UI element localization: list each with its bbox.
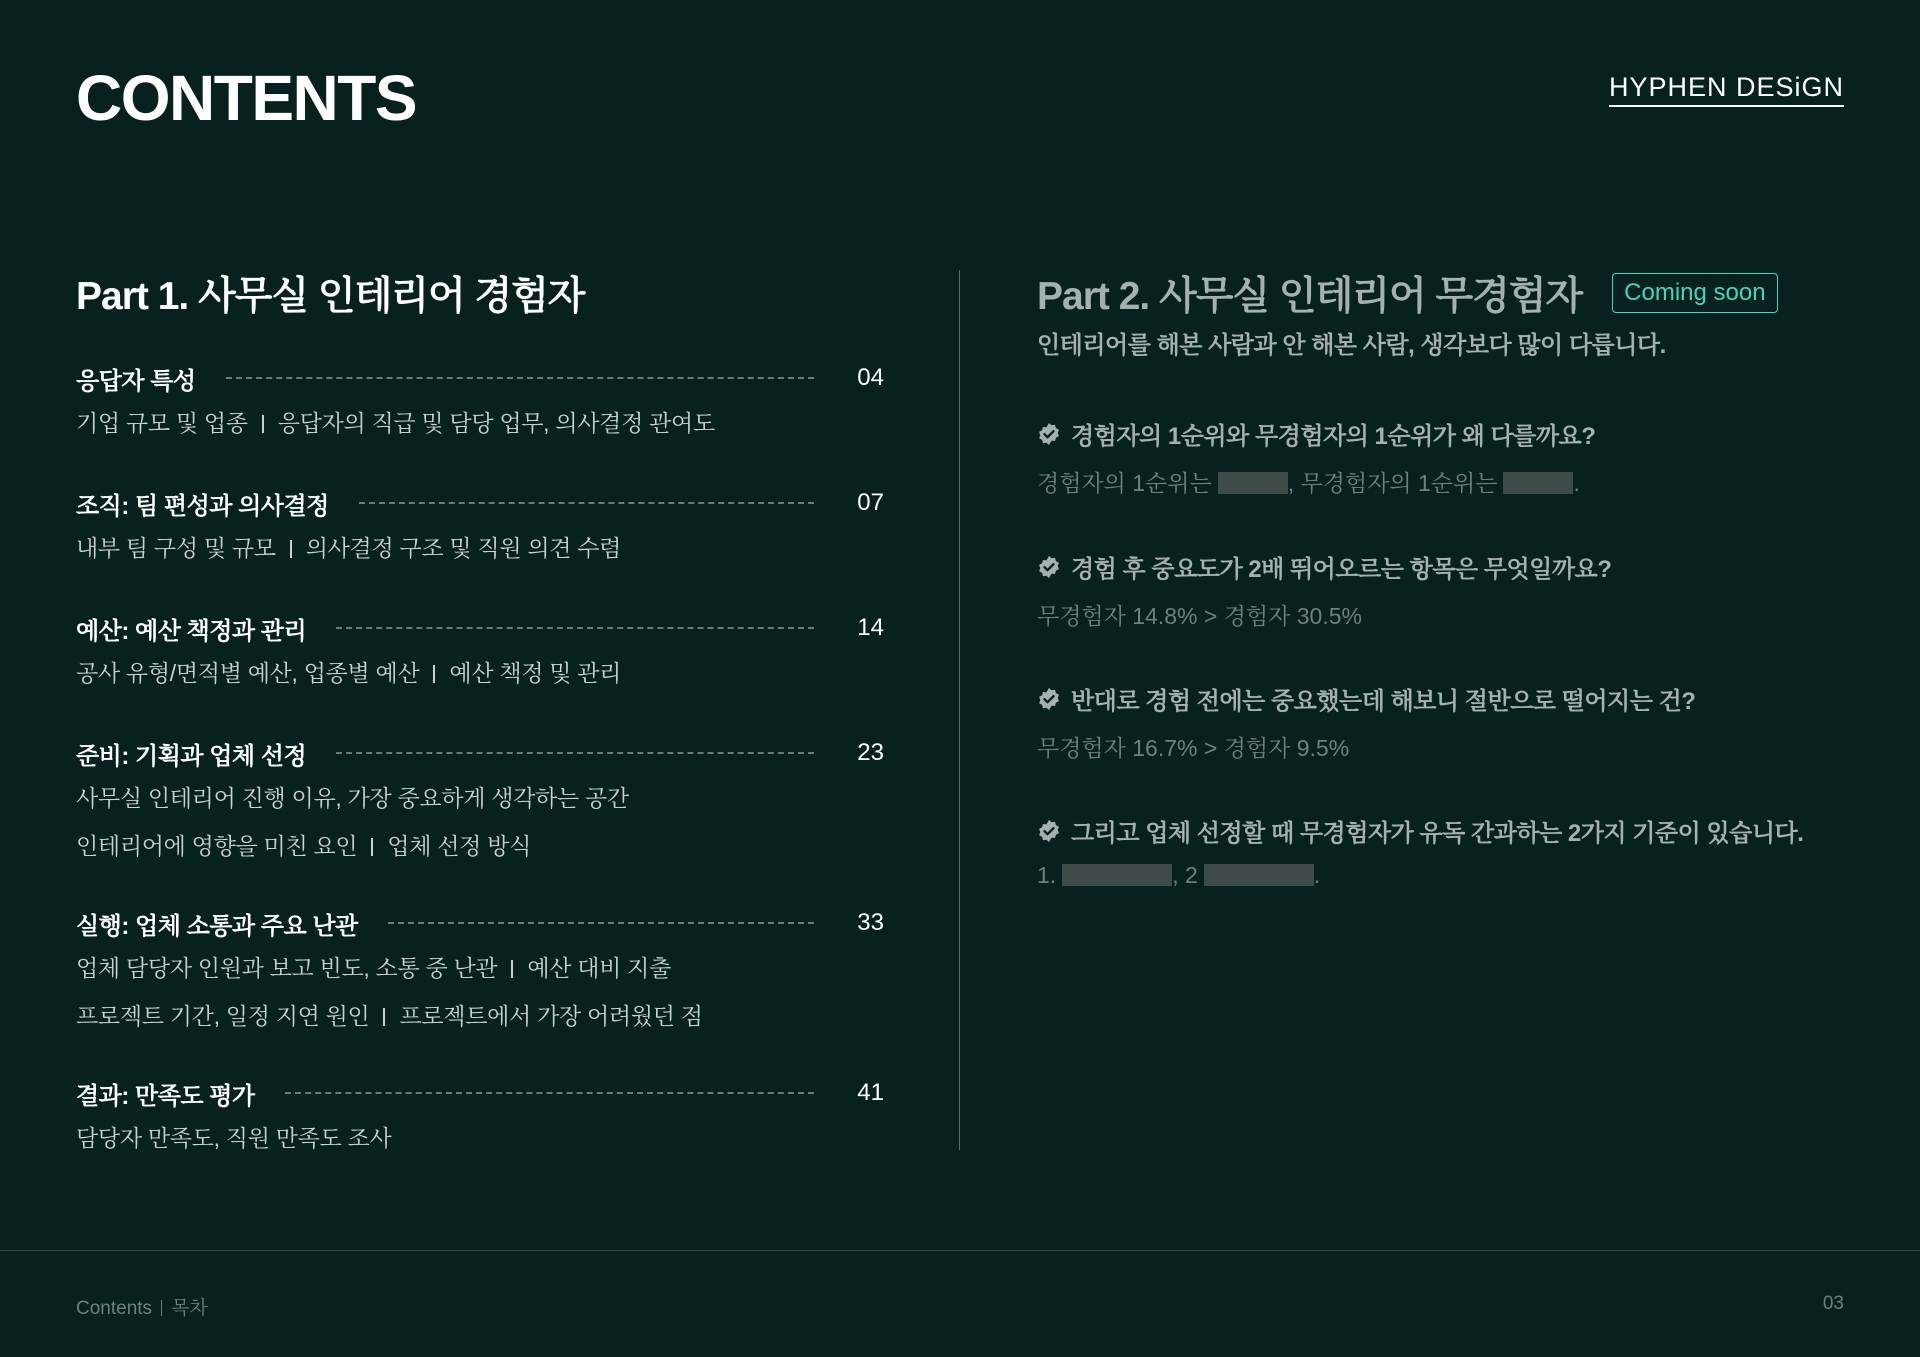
toc-page-number: 41 — [857, 1079, 884, 1106]
question-item — [1037, 813, 1803, 889]
toc-subtopics — [76, 651, 884, 696]
question-text: 경험자의 1순위와 무경험자의 1순위가 왜 다를까요? — [1071, 423, 1596, 450]
toc-subtopics — [76, 401, 884, 446]
page-number: 03 — [1822, 1293, 1844, 1314]
question-item — [1037, 549, 1611, 631]
toc-section[interactable] — [76, 1073, 884, 1161]
toc-page-number: 33 — [857, 909, 884, 936]
part2-title-text: Part 2. 사무실 인테리어 무경험자 — [1037, 275, 1583, 318]
toc-section-title: 예산: 예산 책정과 관리 — [76, 617, 307, 645]
toc-subtopics — [76, 994, 884, 1039]
dashed-leader — [388, 922, 814, 924]
toc-subtopic: 프로젝트 기간, 일정 지연 원인 — [76, 1003, 370, 1029]
dashed-leader — [336, 627, 814, 629]
toc-subtopics — [76, 946, 884, 991]
question-item — [1037, 681, 1695, 763]
question-heading — [1037, 549, 1611, 584]
toc-page-number: 04 — [857, 364, 884, 391]
toc-section-title: 준비: 기획과 업체 선정 — [76, 742, 307, 770]
toc-subtopics — [76, 526, 884, 571]
separator — [511, 960, 513, 978]
redacted-block — [1218, 472, 1288, 494]
footer-divider — [0, 1250, 1920, 1251]
question-answer: 무경험자 16.7% > 경험자 9.5% — [1037, 735, 1350, 761]
toc-subtopic: 예산 대비 지출 — [527, 955, 672, 981]
toc-section[interactable] — [76, 733, 884, 869]
toc-section-header — [76, 1073, 884, 1113]
toc-page-number: 07 — [857, 489, 884, 516]
coming-soon-badge: Coming soon — [1612, 273, 1777, 313]
footer-separator — [161, 1300, 162, 1316]
toc-page-number: 23 — [857, 739, 884, 766]
toc-section-title: 실행: 업체 소통과 주요 난관 — [76, 912, 358, 940]
brand-logo[interactable]: HYPHEN DESiGN — [1609, 72, 1844, 107]
toc-subtopic: 업체 담당자 인원과 보고 빈도, 소통 중 난관 — [76, 955, 498, 981]
check-badge-icon — [1037, 687, 1061, 711]
question-text: 경험 후 중요도가 2배 뛰어오르는 항목은 무엇일까요? — [1071, 556, 1612, 583]
toc-subtopic: 내부 팀 구성 및 규모 — [76, 535, 276, 561]
toc-subtopic: 사무실 인테리어 진행 이유, 가장 중요하게 생각하는 공간 — [76, 785, 629, 811]
toc-section-header — [76, 483, 884, 523]
question-heading — [1037, 416, 1595, 451]
dashed-leader — [359, 502, 814, 504]
redacted-block — [1503, 472, 1573, 494]
part2-title — [1037, 265, 1778, 321]
toc-section[interactable] — [76, 358, 884, 446]
footer-section: Contents — [76, 1298, 153, 1319]
separator — [290, 540, 292, 558]
question-item — [1037, 416, 1595, 498]
toc-subtopic: 프로젝트에서 가장 어려웠던 점 — [399, 1003, 703, 1029]
toc-section[interactable] — [76, 483, 884, 571]
toc-section[interactable] — [76, 608, 884, 696]
toc-section[interactable] — [76, 903, 884, 1039]
answer-text: . — [1313, 862, 1321, 888]
footer-label — [76, 1293, 208, 1320]
answer-text: , 2 — [1172, 862, 1198, 888]
part1-title: Part 1. 사무실 인테리어 경험자 — [76, 275, 585, 318]
toc-subtopic: 공사 유형/면적별 예산, 업종별 예산 — [76, 660, 420, 686]
separator — [262, 415, 264, 433]
toc-section-header — [76, 608, 884, 648]
answer-text: 1. — [1037, 862, 1057, 888]
redacted-block — [1062, 864, 1172, 886]
toc-subtopics — [76, 1116, 884, 1161]
answer-text: , 무경험자의 1순위는 — [1287, 470, 1498, 496]
toc-subtopic: 예산 책정 및 관리 — [449, 660, 622, 686]
toc-section-header — [76, 903, 884, 943]
question-heading — [1037, 681, 1695, 716]
toc-subtopic: 의사결정 구조 및 직원 의견 수렴 — [305, 535, 622, 561]
dashed-leader — [226, 377, 814, 379]
check-badge-icon — [1037, 422, 1061, 446]
dashed-leader — [336, 752, 814, 754]
toc-section-header — [76, 733, 884, 773]
column-divider — [959, 270, 960, 1150]
toc-subtopics — [76, 776, 884, 821]
answer-text: 경험자의 1순위는 — [1037, 470, 1212, 496]
separator — [433, 665, 435, 683]
toc-section-title: 결과: 만족도 평가 — [76, 1082, 255, 1110]
toc-subtopic: 업체 선정 방식 — [387, 833, 531, 859]
question-answer: 무경험자 14.8% > 경험자 30.5% — [1037, 603, 1362, 629]
toc-subtopic: 인테리어에 영향을 미친 요인 — [76, 833, 358, 859]
question-answer — [1037, 465, 1595, 498]
toc-section-title: 응답자 특성 — [76, 367, 196, 395]
toc-subtopics — [76, 824, 884, 869]
separator — [371, 838, 373, 856]
redacted-block — [1204, 864, 1314, 886]
toc-subtopic: 기업 규모 및 업종 — [76, 410, 248, 436]
toc-section-header — [76, 358, 884, 398]
page-title: CONTENTS — [76, 62, 416, 134]
check-badge-icon — [1037, 555, 1061, 579]
toc-section-title: 조직: 팀 편성과 의사결정 — [76, 492, 329, 520]
question-answer — [1037, 862, 1803, 889]
dashed-leader — [285, 1092, 814, 1094]
toc-page-number: 14 — [857, 614, 884, 641]
question-text: 그리고 업체 선정할 때 무경험자가 유독 간과하는 2가지 기준이 있습니다. — [1071, 820, 1804, 847]
separator — [383, 1008, 385, 1026]
footer-section-kr: 목차 — [171, 1298, 208, 1319]
part2-subtitle: 인테리어를 해본 사람과 안 해본 사람, 생각보다 많이 다릅니다. — [1037, 332, 1666, 359]
check-badge-icon — [1037, 819, 1061, 843]
toc-subtopic: 담당자 만족도, 직원 만족도 조사 — [76, 1125, 392, 1151]
toc-subtopic: 응답자의 직급 및 담당 업무, 의사결정 관여도 — [277, 410, 715, 436]
answer-text: . — [1573, 470, 1580, 496]
question-text: 반대로 경험 전에는 중요했는데 해보니 절반으로 떨어지는 건? — [1071, 688, 1696, 715]
question-heading — [1037, 813, 1803, 848]
